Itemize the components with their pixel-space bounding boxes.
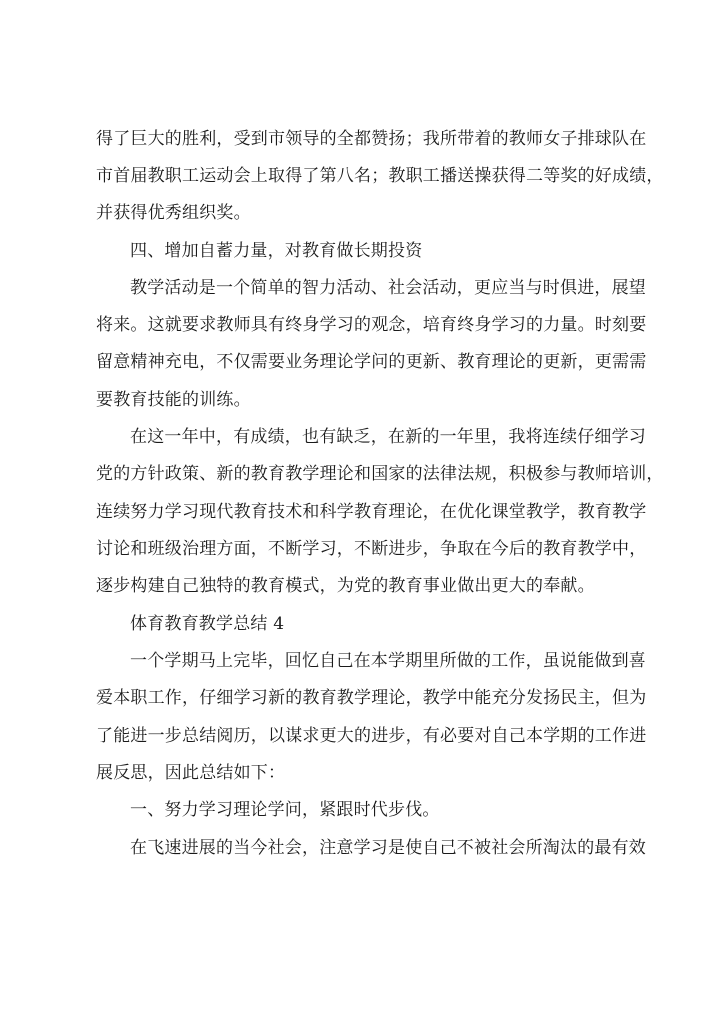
section-heading: 四、增加自蓄力量，对教育做长期投资 (130, 241, 423, 261)
text-line: 爱本职工作，仔细学习新的教育教学理论，教学中能充分发扬民主，但为 (96, 688, 647, 708)
text-line: 展反思，因此总结如下： (96, 763, 286, 783)
text-line: 在这一年中，有成绩，也有缺乏，在新的一年里，我将连续仔细学习 (130, 427, 646, 447)
text-line: 教学活动是一个简单的智力活动、社会活动，更应当与时俱进，展望 (130, 278, 646, 298)
text-line: 市首届教职工运动会上取得了第八名；教职工播送操获得二等奖的好成绩， (96, 166, 664, 186)
section-heading: 一、努力学习理论学问，紧跟时代步伐。 (130, 800, 440, 820)
text-line: 党的方针政策、新的教育教学理论和国家的法律法规，积极参与教师培训， (96, 464, 664, 484)
text-line: 讨论和班级治理方面，不断学习，不断进步，争取在今后的教育教学中， (96, 539, 647, 559)
text-line: 留意精神充电，不仅需要业务理论学问的更新、教育理论的更新，更需需 (96, 352, 647, 372)
text-line: 并获得优秀组织奖。 (96, 203, 251, 223)
text-line: 逐步构建自己独特的教育模式，为党的教育事业做出更大的奉献。 (96, 576, 595, 596)
text-line: 得了巨大的胜利，受到市领导的全都赞扬；我所带着的教师女子排球队在 (96, 129, 647, 149)
text-line: 了能进一步总结阅历，以谋求更大的进步，有必要对自己本学期的工作进 (96, 726, 647, 746)
section-title: 体育教育教学总结 4 (130, 614, 285, 634)
text-line: 要教育技能的训练。 (96, 390, 251, 410)
text-line: 在飞速进展的当今社会，注意学习是使自己不被社会所淘汰的最有效 (130, 838, 646, 858)
text-line: 一个学期马上完毕，回忆自己在本学期里所做的工作，虽说能做到喜 (130, 651, 646, 671)
text-line: 将来。这就要求教师具有终身学习的观念，培育终身学习的力量。时刻要 (96, 315, 647, 335)
text-line: 连续努力学习现代教育技术和科学教育理论，在优化课堂教学，教育教学 (96, 502, 647, 522)
